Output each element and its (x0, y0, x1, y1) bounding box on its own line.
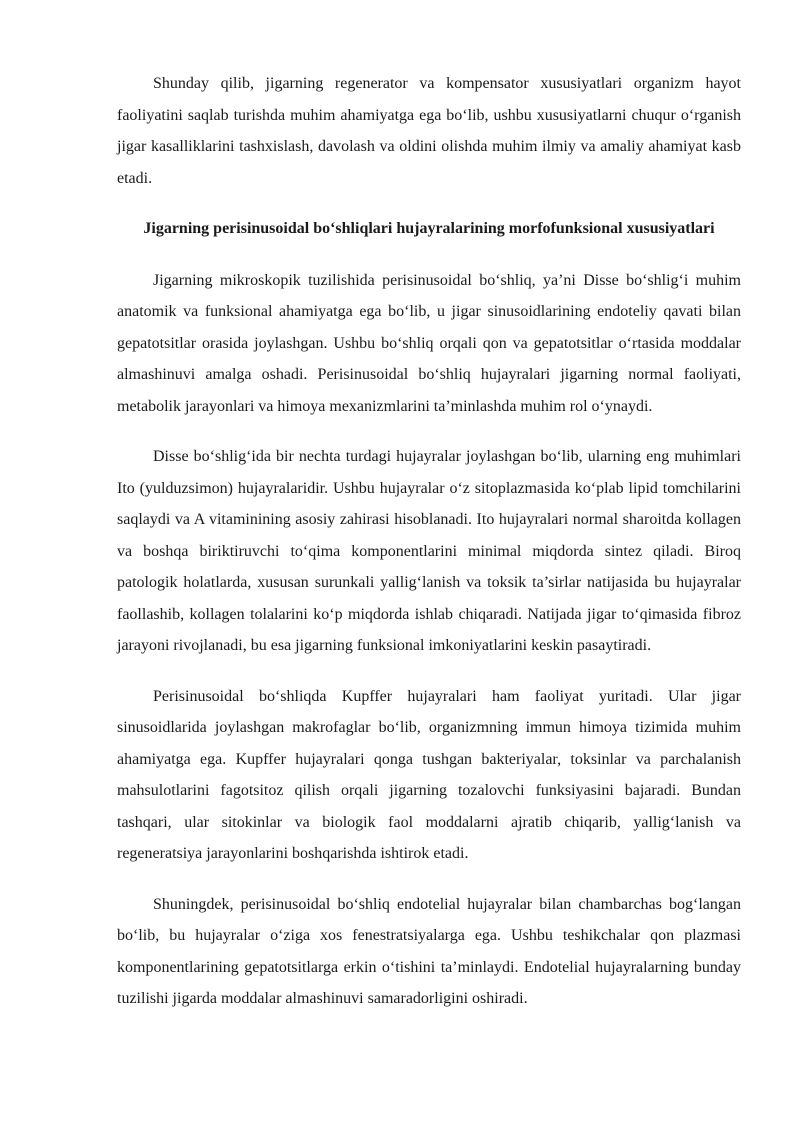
paragraph-disse-space: Jigarning mikroskopik tuzilishida perisinusoidal bo‘shliq, ya’ni Disse bo‘shlig‘i muhim anatomik va funksional ahamiyatga ega bo‘lib, u jigar sinusoidlarining endoteliy qavati bilan gepatotsitlar orasida joylashgan. Ushbu bo‘shliq orqali qon va gepatotsitlar o‘rtasida moddalar almashinuvi amalga oshadi. Perisinusoidal bo‘shliq hujayralari jigarning normal faoliyati, metabolik jarayonlari va himoya mexanizmlarini ta’minlashda muhim rol o‘ynaydi. (117, 271, 741, 415)
paragraph-intro-conclusion: Shunday qilib, jigarning regenerator va kompensator xususiyatlari organizm hayot faoliyatini saqlab turishda muhim ahamiyatga ega bo‘lib, ushbu xususiyatlarni chuqur o‘rganish jigar kasalliklarini tashxislash, davolash va oldini olishda muhim ilmiy va amaliy ahamiyat kasb etadi. (117, 75, 741, 187)
section-heading: Jigarning perisinusoidal bo‘shliqlari hujayralarining morfofunksional xususiyatlari (143, 220, 715, 237)
paragraph-endothelial-cells: Shuningdek, perisinusoidal bo‘shliq endotelial hujayralar bilan chambarchas bog‘langan bo‘lib, bu hujayralar o‘ziga xos fenestratsiyalarga ega. Ushbu teshikchalar qon plazmasi komponentlarining gepatotsitlarga erkin o‘tishini ta’minlaydi. Endotelial hujayralarning bunday tuzilishi jigarda moddalar almashinuvi samaradorligini oshiradi. (117, 895, 741, 1007)
paragraph-kupffer-cells: Perisinusoidal bo‘shliqda Kupffer hujayralari ham faoliyat yuritadi. Ular jigar sinusoidlarida joylashgan makrofaglar bo‘lib, organizmning immun himoya tizimida muhim ahamiyatga ega. Kupffer hujayralari qonga tushgan bakteriyalar, toksinlar va parchalanish mahsulotlarini fagotsitoz qilish orqali jigarning tozalovchi funksiyasini bajaradi. Bundan tashqari, ular sitokinlar va biologik faol moddalarni ajratib chiqarib, yallig‘lanish va regeneratsiya jarayonlarini boshqarishda ishtirok etadi. (117, 687, 741, 862)
document-body (117, 68, 741, 1034)
paragraph-ito-cells: Disse bo‘shlig‘ida bir nechta turdagi hujayralar joylashgan bo‘lib, ularning eng muhimlari Ito (yulduzsimon) hujayralaridir. Ushbu hujayralar o‘z sitoplazmasida ko‘plab lipid tomchilarini saqlaydi va A vitaminining asosiy zahirasi hisoblanadi. Ito hujayralari normal sharoitda kollagen va boshqa biriktiruvchi to‘qima komponentlarini minimal miqdorda sintez qiladi. Biroq patologik holatlarda, xususan surunkali yallig‘lanish va toksik ta’sirlar natijasida bu hujayralar faollashib, kollagen tolalarini ko‘p miqdorda ishlab chiqaradi. Natijada jigar to‘qimasida fibroz jarayoni rivojlanadi, bu esa jigarning funksional imkoniyatlarini keskin pasaytiradi. (117, 448, 741, 654)
